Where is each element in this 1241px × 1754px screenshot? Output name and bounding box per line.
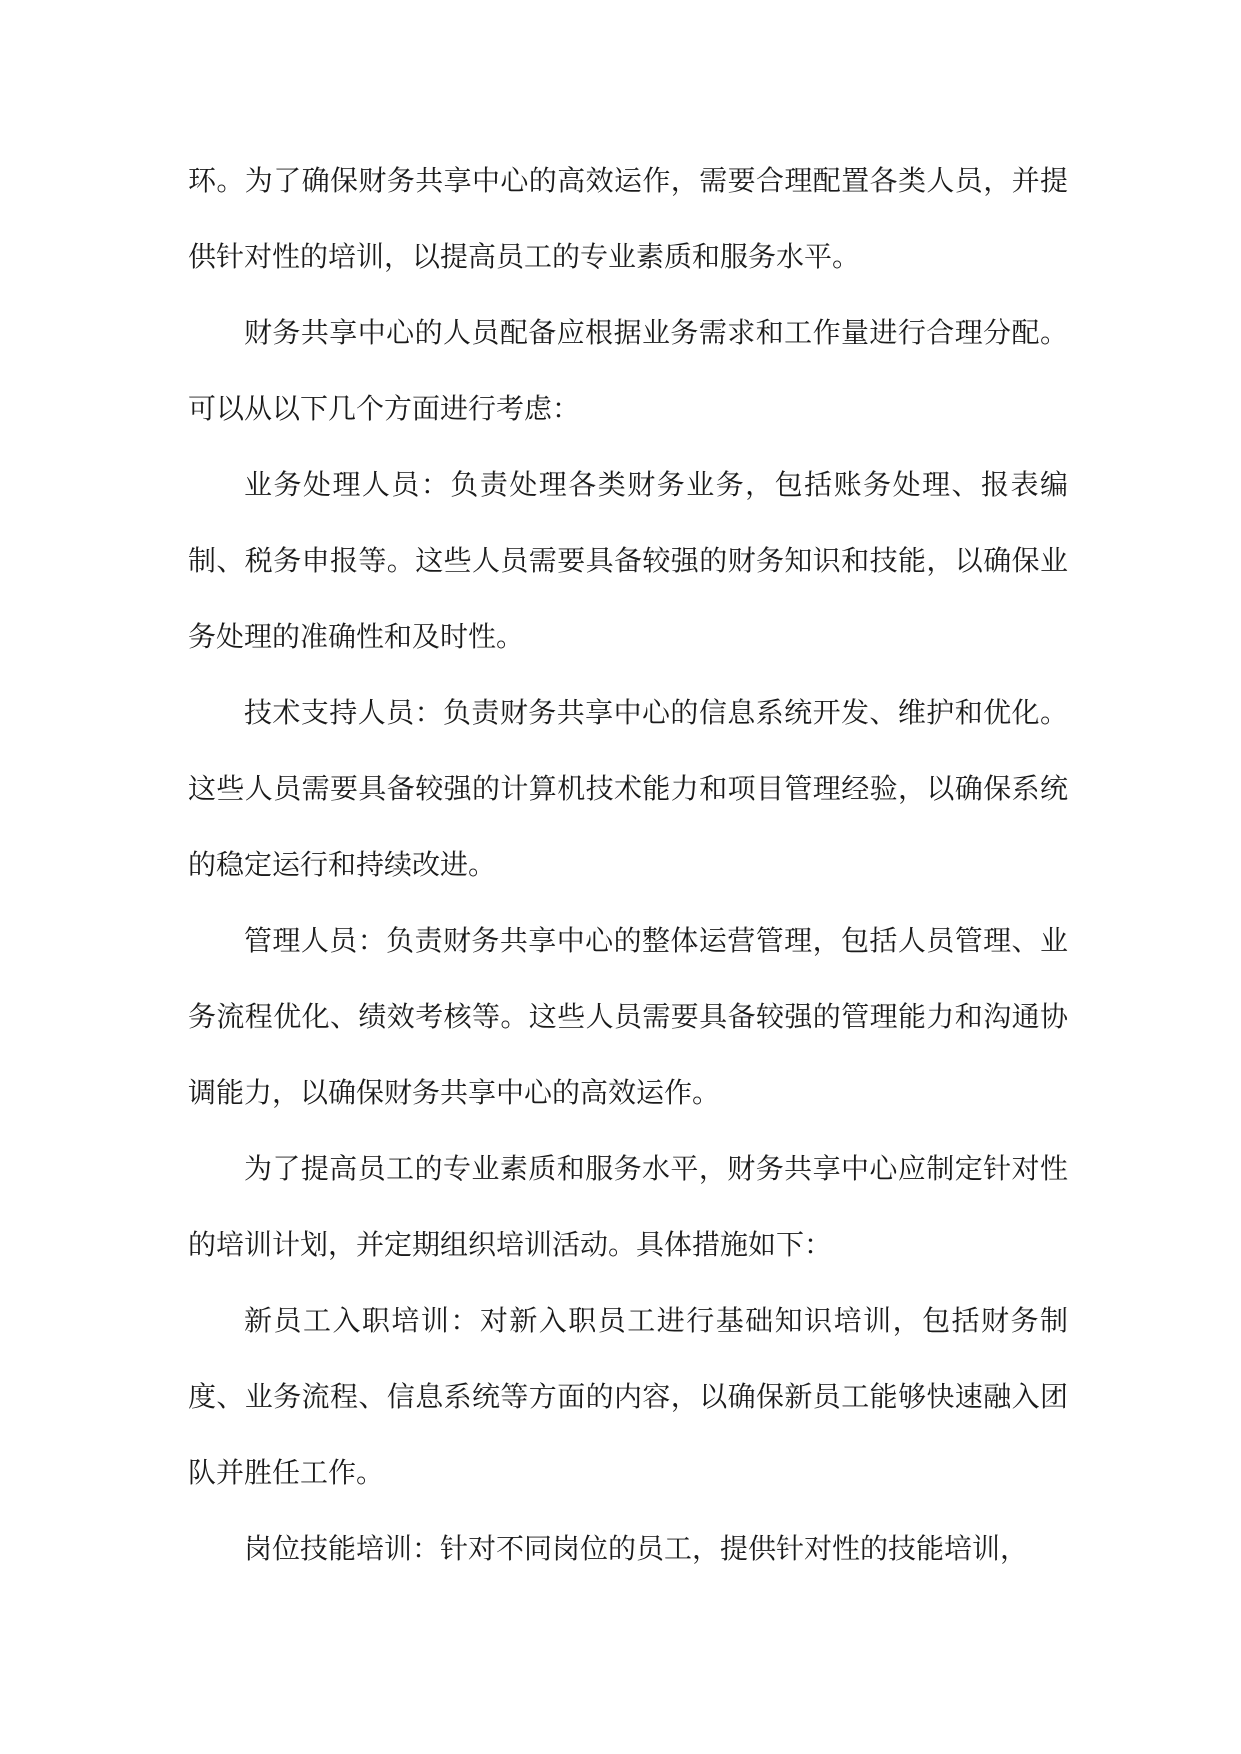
paragraph-management-staff: 管理人员：负责财务共享中心的整体运营管理，包括人员管理、业务流程优化、绩效考核等。这些人员需要具备较强的管理能力和沟通协调能力，以确保财务共享中心的高效运作。 bbox=[188, 924, 1068, 1109]
paragraph-training-intro: 为了提高员工的专业素质和服务水平，财务共享中心应制定针对性的培训计划，并定期组织培训活动。具体措施如下： bbox=[188, 1152, 1068, 1261]
paragraph-business-staff: 业务处理人员：负责处理各类财务业务，包括账务处理、报表编制、税务申报等。这些人员需要具备较强的财务知识和技能，以确保业务处理的准确性和及时性。 bbox=[188, 468, 1068, 653]
document-body bbox=[188, 143, 1068, 1587]
paragraph-staffing-intro: 财务共享中心的人员配备应根据业务需求和工作量进行合理分配。可以从以下几个方面进行考虑： bbox=[188, 316, 1068, 425]
paragraph-job-skill-training: 岗位技能培训：针对不同岗位的员工，提供针对性的技能培训， bbox=[244, 1532, 1029, 1565]
paragraph-continuation: 环。为了确保财务共享中心的高效运作，需要合理配置各类人员，并提供针对性的培训，以提高员工的专业素质和服务水平。 bbox=[188, 164, 1068, 273]
paragraph-new-hire-training: 新员工入职培训：对新入职员工进行基础知识培训，包括财务制度、业务流程、信息系统等方面的内容，以确保新员工能够快速融入团队并胜任工作。 bbox=[188, 1304, 1068, 1489]
paragraph-tech-support-staff: 技术支持人员：负责财务共享中心的信息系统开发、维护和优化。这些人员需要具备较强的计算机技术能力和项目管理经验，以确保系统的稳定运行和持续改进。 bbox=[188, 696, 1068, 881]
